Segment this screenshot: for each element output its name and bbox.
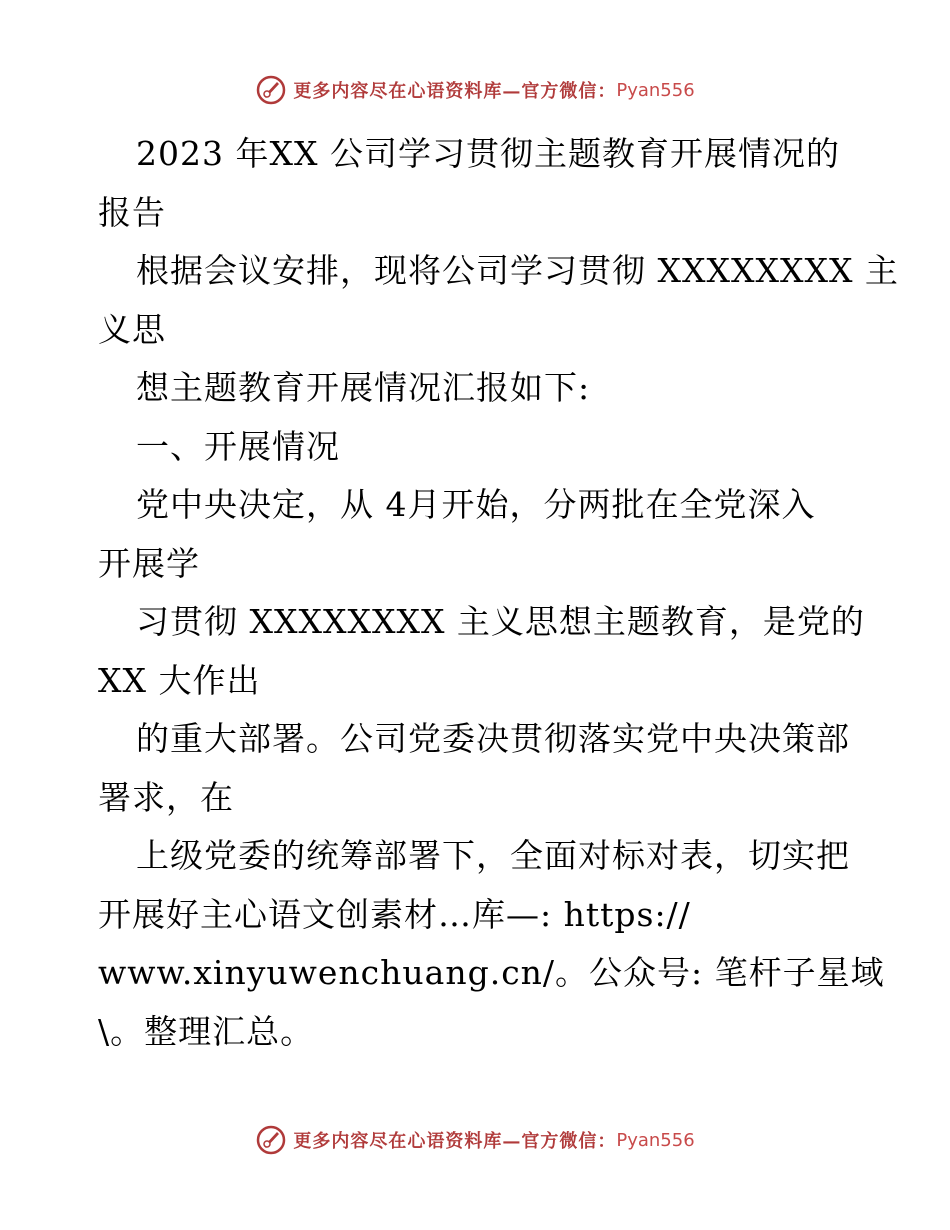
quill-seal-icon — [255, 74, 287, 106]
quill-seal-icon — [255, 1124, 287, 1156]
document-line: 的重大部署。公司党委决贯彻落实党中央决策部 — [136, 719, 850, 758]
banner-text: 更多内容尽在心语资料库—官方微信： — [293, 1131, 617, 1152]
document-line: 党中央决定，从 4月开始，分两批在全党深入 — [136, 485, 816, 524]
banner-text: 更多内容尽在心语资料库—官方微信： — [293, 81, 617, 102]
banner-wechat-id: Pyan556 — [616, 1129, 695, 1151]
document-line: 报告 — [98, 192, 166, 232]
document-body — [98, 125, 899, 1061]
document-line: 2023 年XX 公司学习贯彻主题教育开展情况的 — [136, 134, 840, 173]
document-line: 习贯彻 XXXXXXXX 主义思想主题教育，是党的 — [136, 602, 865, 641]
document-line: 想主题教育开展情况汇报如下: — [136, 368, 591, 407]
document-line: 开展好主心语文创素材…库—: https:// — [98, 894, 691, 934]
document-line: 根据会议安排，现将公司学习贯彻 XXXXXXXX 主 — [136, 251, 899, 290]
header-banner — [0, 70, 950, 110]
banner-wechat-id: Pyan556 — [616, 79, 695, 101]
footer-banner — [0, 1120, 950, 1160]
document-line: 开展学 — [98, 543, 200, 583]
document-line: XX 大作出 — [98, 660, 261, 700]
document-line: 署求，在 — [98, 777, 234, 817]
document-line: 义思 — [98, 309, 166, 349]
document-line: www.xinyuwenchuang.cn/。公众号: 笔杆子星域 — [98, 953, 885, 992]
document-line: 一、开展情况 — [136, 426, 340, 466]
document-line: \。整理汇总。 — [98, 1011, 315, 1051]
document-line: 上级党委的统筹部署下，全面对标对表，切实把 — [136, 836, 850, 875]
